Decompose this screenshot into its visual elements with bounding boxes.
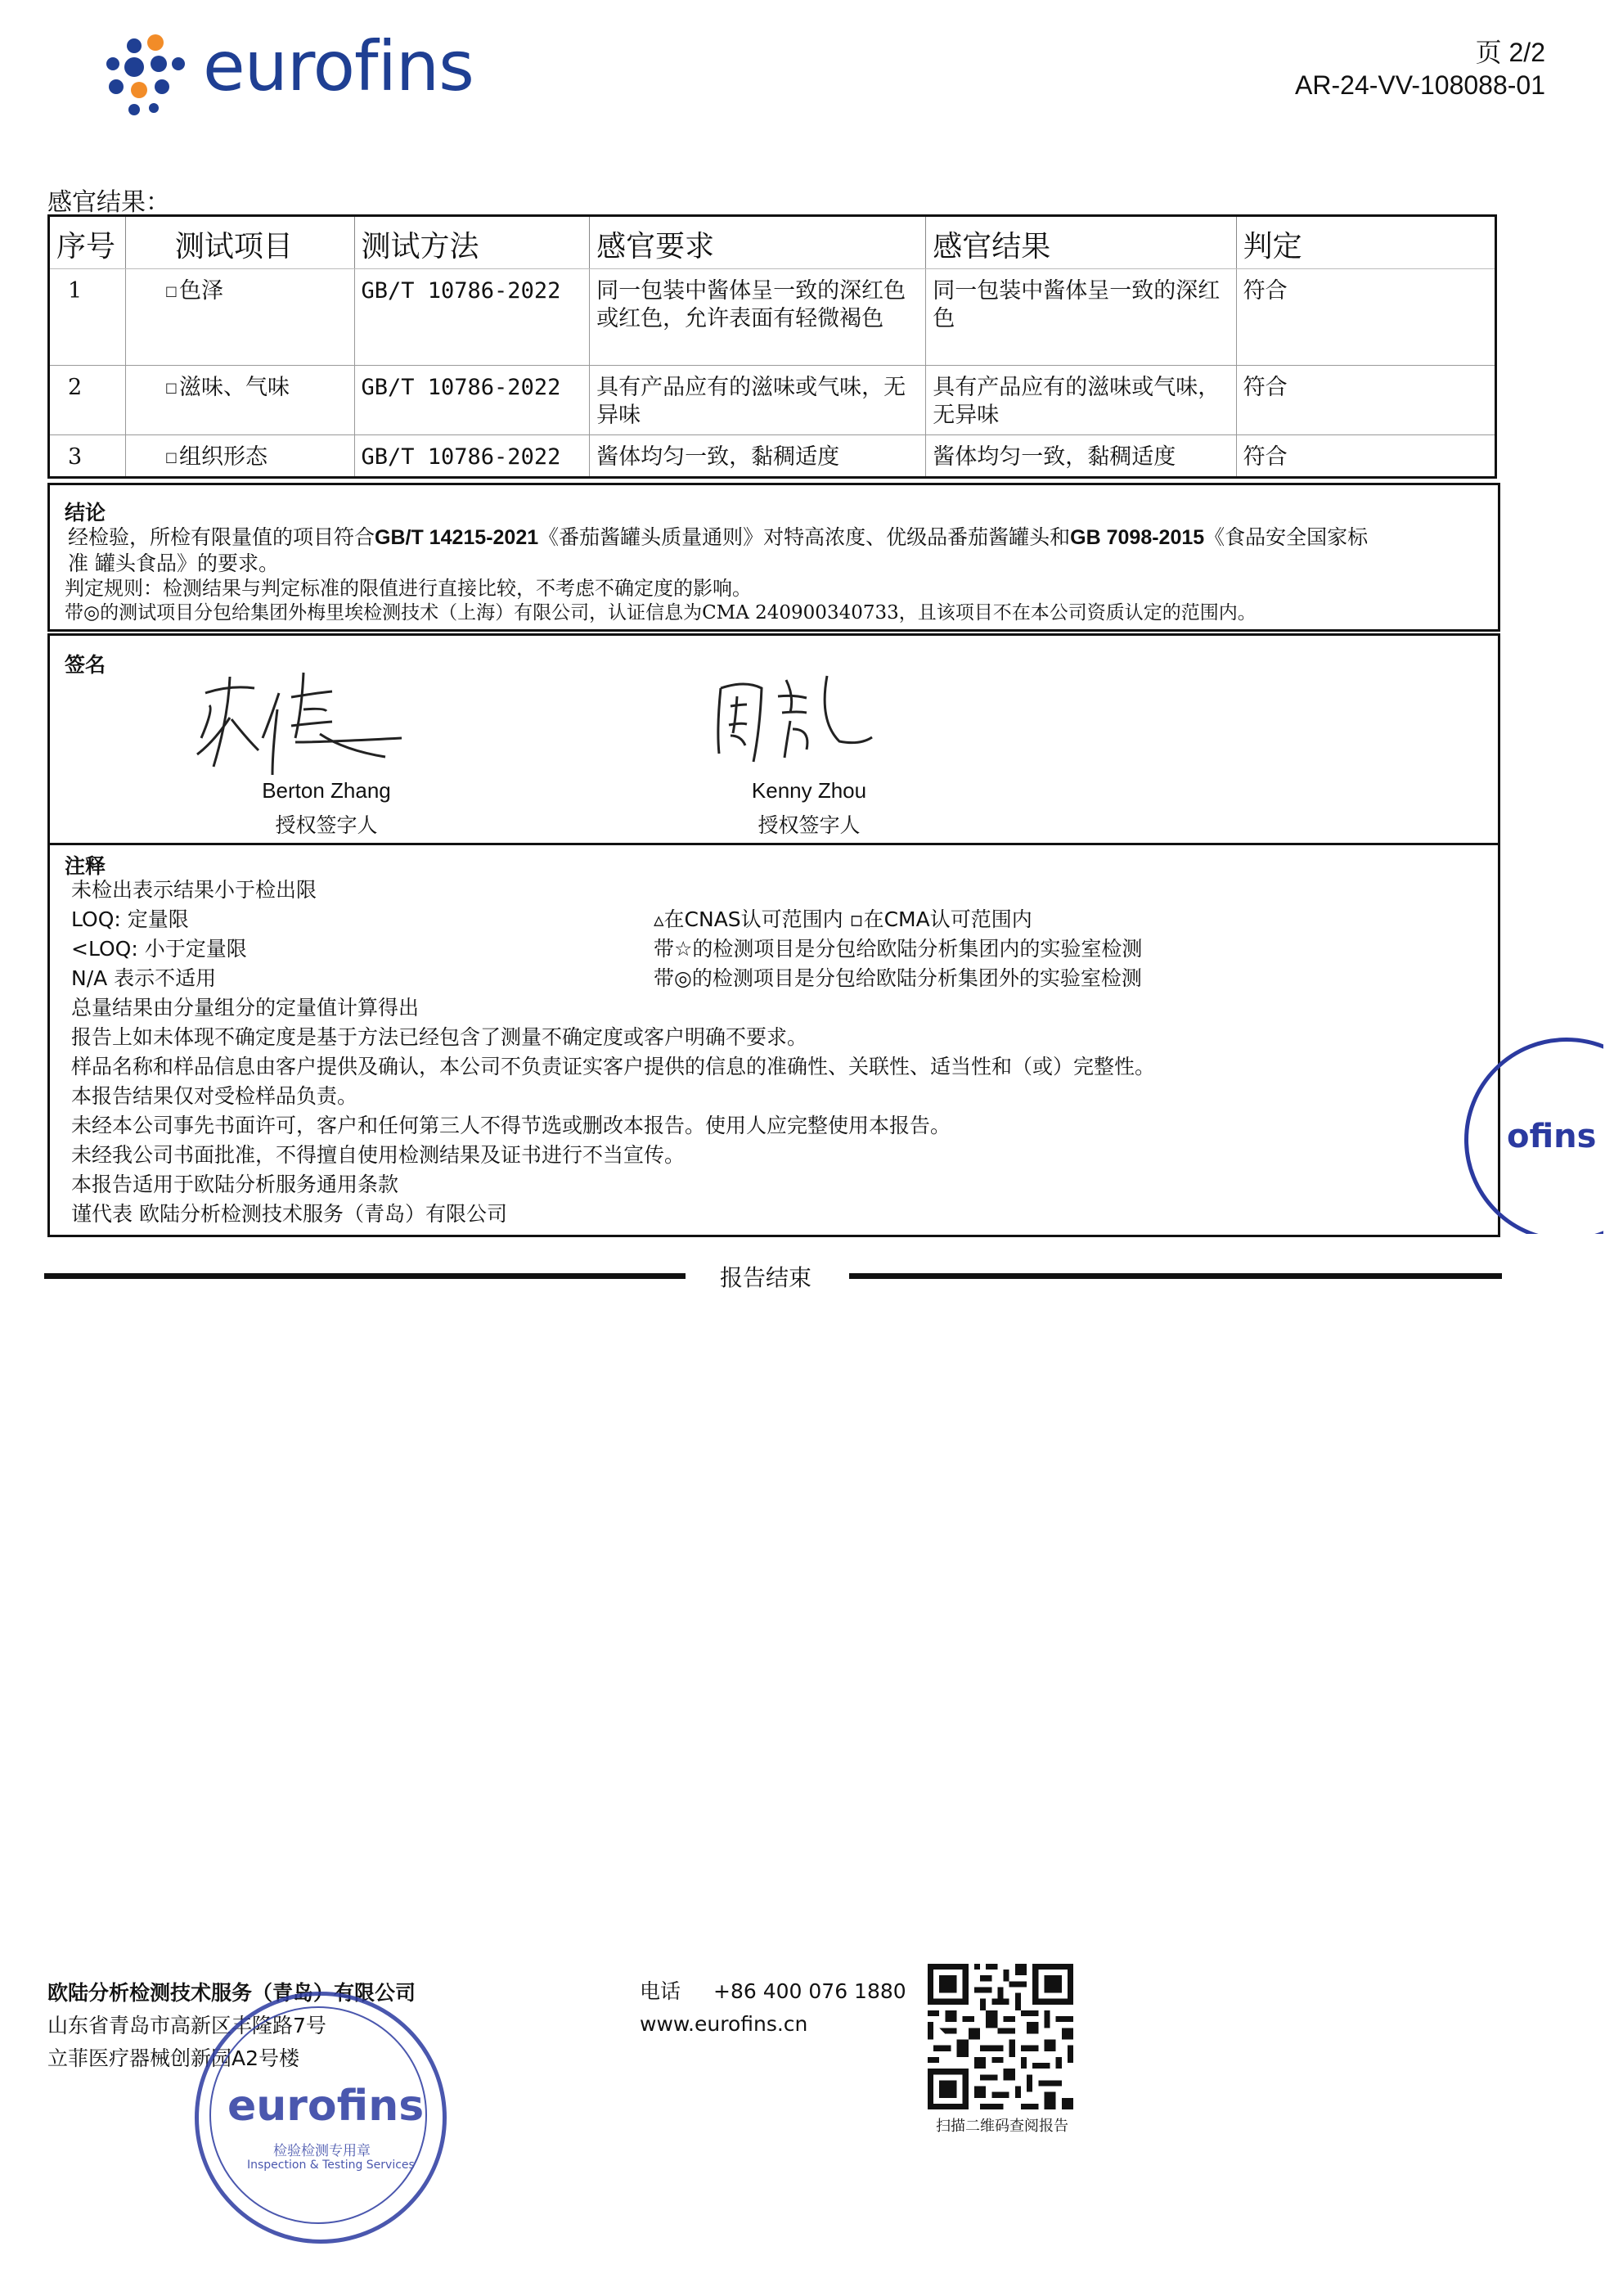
- note-left-0: 未检出表示结果小于检出限: [71, 878, 317, 902]
- col-header-requirement: 感官要求: [590, 216, 926, 269]
- note-left-8: 未经本公司事先书面许可，客户和任何第三人不得节选或删改本报告。使用人应完整使用本报告。: [71, 1114, 951, 1137]
- note-left-9: 未经我公司书面批准，不得擅自使用检测结果及证书进行不当宣传。: [71, 1143, 686, 1167]
- signature-kenny-zhou: [696, 664, 909, 770]
- logo-wordmark: eurofins: [203, 26, 474, 106]
- cell-verdict: 符合: [1236, 366, 1495, 435]
- conclusion-box: [47, 483, 1500, 632]
- cell-requirement: 酱体均匀一致，黏稠适度: [590, 435, 926, 478]
- table-row: [49, 269, 1496, 366]
- qr-caption: 扫描二维码查阅报告: [936, 2118, 1068, 2135]
- note-left-6: 样品名称和样品信息由客户提供及确认，本公司不负责证实客户提供的信息的准确性、关联性、适当性和（或）完整性。: [71, 1055, 1156, 1078]
- note-left-10: 本报告适用于欧陆分析服务通用条款: [71, 1173, 399, 1196]
- note-left-5: 报告上如未体现不确定度是基于方法已经包含了测量不确定度或客户明确不要求。: [71, 1025, 808, 1049]
- cell-method: GB/T 10786-2022: [354, 435, 590, 478]
- note-left-2: <LOQ: 小于定量限: [71, 937, 247, 961]
- note-right-0: ▵在CNAS认可范围内 ▫在CMA认可范围内: [654, 907, 1032, 931]
- col-header-method: 测试方法: [354, 216, 590, 269]
- note-right-1: 带☆的检测项目是分包给欧陆分析集团内的实验室检测: [654, 937, 1143, 961]
- footer-company: 欧陆分析检测技术服务（青岛）有限公司: [47, 1981, 416, 2005]
- signer-role-1: 授权签字人: [275, 813, 378, 837]
- conclusion-line-1: 经检验，所检有限量值的项目符合GB/T 14215-2021《番茄酱罐头质量通则》对特高浓度、优级品番茄酱罐头和GB 7098-2015《食品安全国家标: [68, 526, 1369, 549]
- cell-result: 酱体均匀一致，黏稠适度: [926, 435, 1236, 478]
- cell-no: 3: [49, 435, 126, 478]
- seal-brand: eurofins: [227, 2082, 425, 2131]
- end-of-report: 报告结束: [720, 1265, 812, 1290]
- report-number: AR-24-VV-108088-01: [1295, 70, 1545, 100]
- cell-requirement: 具有产品应有的滋味或气味，无异味: [590, 366, 926, 435]
- note-left-1: LOQ: 定量限: [71, 907, 189, 931]
- phone-number: +86 400 076 1880: [713, 1979, 906, 2003]
- col-header-verdict: 判定: [1236, 216, 1495, 269]
- footer-address-1: 山东省青岛市高新区丰隆路7号: [47, 2014, 326, 2037]
- section-title: 感官结果：: [47, 188, 170, 217]
- note-right-2: 带◎的检测项目是分包给欧陆分析集团外的实验室检测: [654, 966, 1142, 990]
- col-header-result: 感官结果: [926, 216, 1236, 269]
- signature-title: 签名: [65, 654, 106, 677]
- signer-name-2: Kenny Zhou: [751, 778, 867, 803]
- cell-result: 具有产品应有的滋味或气味，无异味: [926, 366, 1236, 435]
- table-header-row: [49, 216, 1496, 269]
- seal-line-1: 检验检测专用章: [273, 2143, 371, 2159]
- note-left-3: N/A 表示不适用: [71, 966, 217, 990]
- signer-role-2: 授权签字人: [758, 813, 861, 837]
- cma-square-icon: □: [164, 283, 178, 299]
- col-header-no: 序号: [49, 216, 126, 269]
- inspection-seal: [195, 1992, 447, 2244]
- footer-address-2: 立菲医疗器械创新园A2号楼: [47, 2046, 300, 2070]
- cell-item: □色泽: [125, 269, 354, 366]
- cell-no: 1: [49, 269, 126, 366]
- conclusion-line-2: 准 罐头食品》的要求。: [68, 551, 279, 575]
- signature-box: [47, 633, 1500, 846]
- cell-verdict: 符合: [1236, 435, 1495, 478]
- judgement-rule: 判定规则：检测结果与判定标准的限值进行直接比较，不考虑不确定度的影响。: [65, 577, 752, 600]
- end-rule-left: [44, 1273, 686, 1279]
- cell-requirement: 同一包装中酱体呈一致的深红色或红色，允许表面有轻微褐色: [590, 269, 926, 366]
- seal-right-partial: [1464, 1038, 1603, 1234]
- end-rule-right: [849, 1273, 1502, 1279]
- phone-label: 电话: [640, 1979, 681, 2003]
- signature-berton-zhang: [181, 660, 443, 783]
- table-row: [49, 435, 1496, 478]
- cell-method: GB/T 10786-2022: [354, 269, 590, 366]
- note-left-7: 本报告结果仅对受检样品负责。: [71, 1084, 358, 1108]
- cell-result: 同一包装中酱体呈一致的深红色: [926, 269, 1236, 366]
- col-header-item: 测试项目: [125, 216, 354, 269]
- footer-contact-block: [640, 1975, 906, 2041]
- cma-square-icon: □: [164, 380, 178, 395]
- notes-title: 注释: [65, 855, 106, 878]
- table-row: [49, 366, 1496, 435]
- note-left-11: 谨代表 欧陆分析检测技术服务（青岛）有限公司: [71, 1202, 507, 1226]
- cell-item: □组织形态: [125, 435, 354, 478]
- notes-box: [47, 843, 1500, 1237]
- cell-method: GB/T 10786-2022: [354, 366, 590, 435]
- conclusion-title: 结论: [65, 502, 106, 524]
- seal-line-2: Inspection & Testing Services: [247, 2159, 415, 2172]
- subcontract-note: 带◎的测试项目分包给集团外梅里埃检测技术（上海）有限公司，认证信息为CMA 240900340733，且该项目不在本公司资质认定的范围内。: [65, 602, 1257, 624]
- cell-verdict: 符合: [1236, 269, 1495, 366]
- seal-right-brand: ofins: [1507, 1118, 1597, 1155]
- cma-square-icon: □: [164, 449, 178, 465]
- sensory-results-table: [47, 214, 1497, 479]
- eurofins-logo: [98, 26, 540, 121]
- qr-code[interactable]: [928, 1964, 1073, 2109]
- page-header-info: [1295, 36, 1545, 101]
- website-link[interactable]: www.eurofins.cn: [640, 2012, 808, 2036]
- note-left-4: 总量结果由分量组分的定量值计算得出: [71, 996, 420, 1020]
- eurofins-logo-icon: [98, 31, 196, 121]
- cell-no: 2: [49, 366, 126, 435]
- cell-item: □滋味、气味: [125, 366, 354, 435]
- signer-name-1: Berton Zhang: [262, 778, 391, 803]
- page-number: 页 2/2: [1475, 38, 1545, 67]
